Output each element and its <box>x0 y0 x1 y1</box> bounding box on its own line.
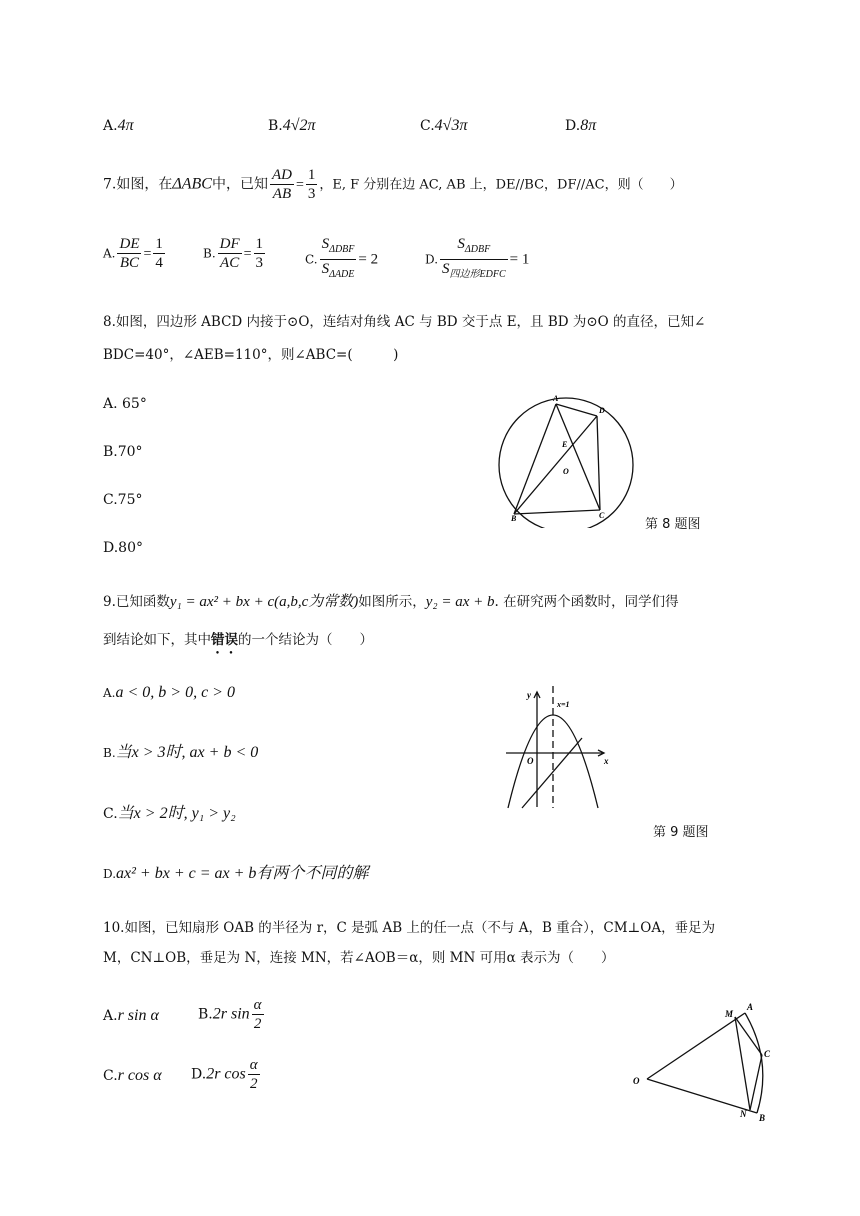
q9-stem-line1: 9.已知函数y₁ = ax² + bx + c(a,b,c为常数)如图所示，y₂ = ax + b. 在研究两个函数时，同学们得 <box>103 594 679 610</box>
q9-stem-line2: 到结论如下，其中错误的一个结论为（ ） <box>103 632 373 648</box>
q7-fraction: $\frac{AD}{AB}$ <box>271 167 292 202</box>
q9-emphasis-word: 错误 <box>211 632 238 648</box>
q8-label-c: C <box>599 511 605 520</box>
q6-option-c: C.4√3π <box>420 117 468 134</box>
q10-radius-oa <box>647 1013 745 1079</box>
q10-label-c: C <box>764 1049 771 1059</box>
q8-label-d: D <box>599 406 605 415</box>
q9-label-axis: x=1 <box>557 700 570 709</box>
q10-segment-cm <box>735 1017 762 1055</box>
q8-option-c: C.75° <box>103 492 143 508</box>
q8-label-e: E <box>562 440 568 449</box>
q8-label-b: B <box>511 514 517 523</box>
q10-option-b: B.2r sin $\frac{\alpha}{2}$ <box>198 997 262 1032</box>
q9-caption: 第 9 题图 <box>653 825 709 840</box>
q10-stem-line1: 10.如图，已知扇形 OAB 的半径为 r，C 是弧 AB 上的任一点（不与 A，B 重合），CM⊥OA，垂足为 <box>103 920 716 936</box>
q10-option-c: C.r cos α <box>103 1067 162 1084</box>
q7-value: $\frac{1}{3}$ <box>307 167 316 202</box>
q10-label-a: A <box>747 1002 754 1012</box>
q8-quadrilateral <box>514 404 600 514</box>
q6-option-d: D.8π <box>565 117 597 134</box>
q8-option-b: B.70° <box>103 444 143 460</box>
q8-option-d: D.80° <box>103 540 143 556</box>
q10-radius-ob <box>647 1079 757 1113</box>
q9-line-y2 <box>522 738 582 808</box>
q8-label-a: A <box>553 394 559 403</box>
q10-option-d: D.2r cos $\frac{\alpha}{2}$ <box>191 1057 258 1092</box>
q7-option-c: C. $\frac{S_{\Delta DBF}}{S_{\Delta ADE}}$ = 2 <box>305 236 379 280</box>
q9-label-y: y <box>527 690 531 700</box>
q10-segment-mn <box>735 1017 750 1110</box>
q9-parabola <box>508 715 598 808</box>
q10-label-m: M <box>725 1009 734 1019</box>
q9-option-b: B.当x > 3时, ax + b < 0 <box>103 744 259 761</box>
q9-label-o: O <box>527 756 534 766</box>
q8-label-o: O <box>563 467 569 476</box>
q8-option-a: A. 65° <box>103 396 147 412</box>
q6-option-b: B.4√2π <box>268 117 316 134</box>
q7-option-d: D. $\frac{S_{\Delta DBF}}{S_{四边形EDFC}}$ = 1 <box>425 236 530 280</box>
q7-option-a: A. $\frac{DE}{BC}$ = $\frac{1}{4}$ <box>103 236 163 271</box>
q8-circle-figure <box>490 388 650 528</box>
q10-sector-figure <box>625 995 775 1125</box>
q10-label-n: N <box>740 1109 747 1119</box>
q7-stem: 7.如图，在ΔABC中，已知 $\frac{AD}{AB}$ = $\frac{1}{3}$ ，E, F 分别在边 AC, AB 上，DE//BC，DF//AC，则（ ） <box>103 167 683 202</box>
q9-option-d: D.ax² + bx + c = ax + b有两个不同的解 <box>103 865 369 882</box>
q10-label-b: B <box>759 1113 766 1123</box>
q8-stem-line2: BDC=40°，∠AEB=110°，则∠ABC=( ) <box>103 347 399 363</box>
q8-stem-line1: 8.如图，四边形 ABCD 内接于⊙O，连结对角线 AC 与 BD 交于点 E，且 BD 为⊙O 的直径，已知∠ <box>103 314 706 330</box>
q8-caption: 第 8 题图 <box>645 517 701 532</box>
q7-option-b: B. $\frac{DF}{AC}$ = $\frac{1}{3}$ <box>203 236 264 271</box>
q9-parabola-figure <box>500 680 620 810</box>
q9-label-x: x <box>604 756 609 766</box>
q6-option-a: A.4π <box>103 117 134 134</box>
q10-stem-line2: M，CN⊥OB，垂足为 N，连接 MN，若∠AOB＝α，则 MN 可用α 表示为（ ） <box>103 950 615 966</box>
q10-label-o: O <box>633 1076 640 1086</box>
q10-option-a: A.r sin α <box>103 1007 159 1024</box>
q9-option-c: C.当x > 2时, y₁ > y₂ <box>103 805 236 822</box>
q9-option-a: A.a < 0, b > 0, c > 0 <box>103 684 235 701</box>
